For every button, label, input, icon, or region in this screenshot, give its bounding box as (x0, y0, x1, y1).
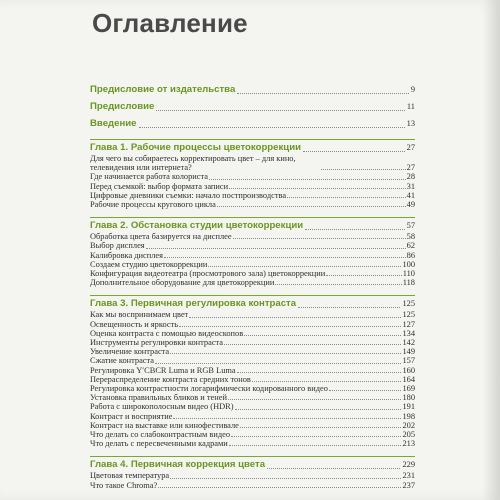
toc-entry-page: 27 (406, 163, 415, 173)
chapter-heading-leader (298, 306, 400, 308)
toc-entry[interactable] (90, 269, 415, 278)
toc-entry-leader (237, 371, 402, 373)
toc-entry-title: Калибровка дисплея (90, 250, 163, 260)
toc-entry-leader (189, 316, 401, 318)
toc-entry-title: Дополнительное оборудование для цветокоррекции (90, 278, 275, 288)
toc-entry-page: 213 (402, 439, 415, 449)
toc-entry[interactable] (90, 471, 415, 480)
toc-entry-title: Что делать с пересвеченными кадрами (90, 439, 228, 449)
front-matter-item[interactable] (90, 118, 415, 130)
toc-entry-page: 142 (402, 338, 415, 348)
chapter-heading-title: Глава 4. Первичная коррекция цвета (90, 459, 266, 471)
toc-entry-page: 202 (402, 420, 415, 430)
toc-entry-page: 160 (402, 365, 415, 375)
toc-entry[interactable] (90, 421, 415, 430)
toc-entry-leader (228, 398, 402, 400)
toc-entry[interactable] (90, 251, 415, 260)
toc-entry-page: 237 (402, 480, 415, 490)
toc-entry-page: 58 (406, 232, 415, 242)
chapter-divider (90, 295, 415, 296)
toc-entry-leader (224, 343, 401, 345)
toc-entry[interactable] (90, 320, 415, 329)
chapter-heading[interactable] (90, 142, 415, 154)
toc-entry-title: Регулировка контрастности логарифмически кодированного видео (90, 384, 328, 394)
toc-entry-title: Инструменты регулировки контраста (90, 338, 224, 348)
chapter-heading-title: Глава 2. Обстановка студии цветокоррекции (90, 220, 304, 232)
front-matter-item-page: 13 (406, 119, 415, 128)
chapter-divider (90, 456, 415, 457)
toc-entry-title: Регулировка Y′CBCR Luma и RGB Luma (90, 365, 236, 375)
toc-entry-leader (231, 435, 401, 437)
toc-entry-leader (235, 408, 402, 410)
toc-entry-leader (208, 265, 401, 267)
toc-entry[interactable] (90, 384, 415, 393)
toc-entry-title: Что делать со слабоконтрастным видео (90, 430, 231, 440)
spacer (90, 209, 415, 213)
toc-entry-title: Контраст и восприятие (90, 411, 173, 421)
toc-entry-title: Где начинается работа колориста (90, 172, 208, 182)
toc-entry-leader (217, 205, 406, 207)
toc-entry[interactable] (90, 430, 415, 439)
chapter-heading-title: Глава 3. Первичная регулировка контраста (90, 298, 297, 310)
toc-entry-page: 125 (402, 310, 415, 320)
toc-entry-leader (244, 334, 401, 336)
toc-entry-title: Перед съемкой: выбор формата записи (90, 181, 229, 191)
toc-entry-title: Оценка контраста с помощью видеоскопов (90, 328, 244, 338)
toc-entry-page: 100 (402, 259, 415, 269)
toc-entry-page: 28 (406, 172, 415, 182)
toc-entry-page: 191 (402, 402, 415, 412)
chapter-heading-title: Глава 1. Рабочие процессы цветокоррекции (90, 142, 302, 153)
toc-entry[interactable] (90, 310, 415, 319)
toc-entry[interactable] (90, 412, 415, 421)
toc-entry[interactable] (90, 393, 415, 402)
toc-entry[interactable] (90, 182, 415, 191)
toc-entry-title: Освещенность и яркость (90, 319, 179, 329)
toc-entry[interactable] (90, 278, 415, 287)
toc-entry-leader (233, 237, 406, 239)
toc-entry-leader (146, 247, 406, 249)
toc-entry[interactable] (90, 347, 415, 356)
toc-entry-page: 231 (402, 471, 415, 481)
front-matter-item-leader (139, 126, 405, 128)
chapter-heading-leader (303, 150, 405, 152)
toc-entry[interactable] (90, 356, 415, 365)
toc-entry-title: Сжатие контраста (90, 356, 155, 366)
toc-entry[interactable] (90, 329, 415, 338)
toc-entry-title: Выбор дисплея (90, 241, 145, 251)
toc-entry-title: Установка правильных бликов и теней (90, 393, 227, 403)
chapter-heading-page: 125 (402, 299, 415, 309)
toc-entry-leader (173, 417, 401, 419)
front-matter-item-leader (237, 92, 409, 94)
front-matter-item-title: Предисловие от издательства (90, 84, 236, 95)
toc-entry-leader (158, 486, 401, 488)
toc-entry-title: Перераспределение контраста средних тонов (90, 374, 251, 384)
toc-entry-page: 198 (402, 411, 415, 421)
front-matter-item[interactable] (90, 84, 415, 96)
toc-entry-title: Что такое Chroma? (90, 480, 158, 490)
toc-entry[interactable] (90, 402, 415, 411)
spacer (90, 490, 415, 494)
toc-entry-page: 149 (402, 347, 415, 357)
toc-entry-title: Работа с широкополосным видео (HDR) (90, 402, 234, 412)
chapter-heading[interactable] (90, 220, 415, 232)
toc-entry-title: Цветовая температура (90, 471, 170, 481)
toc-entry-leader (329, 389, 402, 391)
toc-entry-leader (155, 362, 401, 364)
toc-entry-title: Как мы воспринимаем цвет (90, 310, 189, 320)
toc-entry-page: 164 (402, 374, 415, 384)
toc-entry-title: Обработка цвета базируется на дисплее (90, 232, 232, 242)
toc-entry-page: 86 (406, 250, 415, 260)
front-matter-item-page: 9 (410, 85, 415, 94)
chapter-divider (90, 139, 415, 140)
toc-entry-leader (229, 187, 406, 189)
toc-entry[interactable] (90, 200, 415, 209)
toc-entry-page: 118 (402, 278, 415, 288)
chapter-heading-page: 229 (402, 460, 415, 470)
toc-entry-title: Цифровые дневники съемки: начало постпроизводства (90, 190, 287, 200)
front-matter-item-title: Предисловие (90, 101, 155, 112)
chapter-heading-leader (267, 467, 400, 469)
toc-entry-leader (252, 380, 402, 382)
chapter-heading-leader (305, 228, 404, 230)
toc-entry-title: Контраст на выставке или кинофестивале (90, 420, 239, 430)
toc-entry-page: 110 (402, 269, 415, 279)
toc-entry-title: Конфигурация видеотеатра (просмотрового зала) цветокоррекции (90, 269, 326, 279)
toc-entry-leader (170, 477, 401, 479)
toc-entry-leader (170, 352, 401, 354)
toc-entry-page: 127 (402, 319, 415, 329)
toc-entry-leader (209, 178, 406, 180)
page-spine-shadow (482, 0, 500, 500)
toc-entry[interactable] (90, 260, 415, 269)
toc-entry-title: Для чего вы собираетесь корректировать цвет – для кино, телевидения или интернета? (90, 154, 296, 173)
front-matter-item-title: Введение (90, 118, 137, 129)
toc-entry-leader (321, 168, 406, 170)
toc-entry-leader (229, 444, 402, 446)
front-matter-item-leader (156, 109, 405, 111)
page-title: Оглавление (92, 8, 248, 38)
toc-entry-page: 180 (402, 393, 415, 403)
toc-entry-page: 31 (406, 181, 415, 191)
toc-entry-page: 41 (406, 190, 415, 200)
toc-entry[interactable] (90, 154, 415, 172)
toc-entry-page: 62 (406, 241, 415, 251)
chapter-heading-page: 27 (406, 143, 415, 152)
toc-entry[interactable] (90, 172, 415, 181)
toc-entry-leader (326, 274, 401, 276)
front-matter-item[interactable] (90, 101, 415, 113)
table-of-contents (90, 84, 415, 494)
toc-entry[interactable] (90, 241, 415, 250)
toc-entry-leader (164, 256, 406, 258)
toc-entry-leader (287, 196, 406, 198)
spacer (90, 448, 415, 452)
toc-entry[interactable] (90, 366, 415, 375)
toc-entry-title: Рабочие процессы кругового цикла (90, 200, 216, 210)
chapter-heading-page: 57 (406, 221, 415, 231)
spacer (90, 287, 415, 291)
toc-entry-page: 157 (402, 356, 415, 366)
toc-entry-title: Создаем студию цветокоррекции (90, 259, 208, 269)
front-matter-item-page: 11 (406, 102, 415, 111)
toc-entry[interactable] (90, 232, 415, 241)
toc-entry-leader (240, 426, 402, 428)
toc-entry-leader (275, 283, 401, 285)
toc-entry[interactable] (90, 191, 415, 200)
toc-entry-page: 169 (402, 384, 415, 394)
toc-entry-page: 205 (402, 430, 415, 440)
chapter-divider (90, 217, 415, 218)
chapter-heading[interactable] (90, 459, 415, 471)
toc-entry-leader (179, 325, 401, 327)
toc-entry[interactable] (90, 338, 415, 347)
toc-entry[interactable] (90, 439, 415, 448)
chapter-heading[interactable] (90, 298, 415, 310)
toc-entry-title: Увеличение контраста (90, 347, 170, 357)
toc-entry[interactable] (90, 375, 415, 384)
toc-entry-page: 134 (402, 328, 415, 338)
toc-entry[interactable] (90, 481, 415, 490)
spacer (90, 130, 415, 135)
toc-entry-page: 49 (406, 200, 415, 210)
